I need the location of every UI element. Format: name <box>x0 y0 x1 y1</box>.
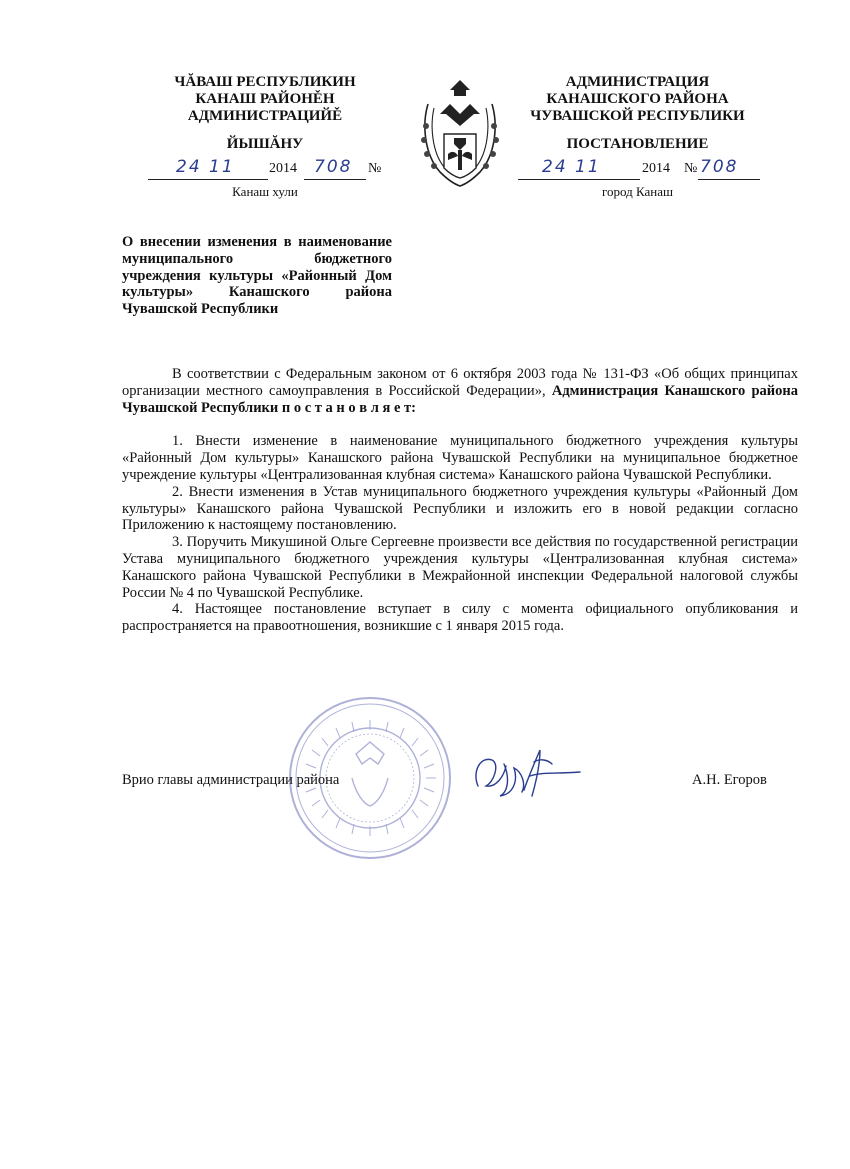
handwritten-signature <box>470 742 582 808</box>
header-left-line-1: ЧĂВАШ РЕСПУБЛИКИН <box>174 74 356 90</box>
header-left-number-handwritten: 708 <box>314 157 353 177</box>
coat-of-arms-emblem <box>414 74 506 190</box>
header-left-year: 2014 <box>269 161 297 176</box>
header-left-date-handwritten: 24 11 <box>176 157 235 177</box>
header-right-doc-kind: ПОСТАНОВЛЕНИЕ <box>566 136 709 152</box>
preamble <box>122 366 798 416</box>
header-right-number-handwritten: 708 <box>700 157 739 177</box>
header-left-organization <box>150 74 380 125</box>
header-right-line-1: АДМИНИСТРАЦИЯ <box>565 74 710 90</box>
header-left-line-3: АДМИНИСТРАЦИЙĚ <box>187 108 343 124</box>
header-right-line-3: ЧУВАШСКОЙ РЕСПУБЛИКИ <box>530 108 745 124</box>
header-right-date-line <box>518 157 763 181</box>
header-right-line-2: КАНАШСКОГО РАЙОНА <box>546 91 729 107</box>
header-right-date-handwritten: 24 11 <box>542 157 601 177</box>
item-2: 2. Внести изменения в Устав муниципального бюджетного учреждения культуры «Районный Дом культуры» Канашского района Чувашской Республики и изложить его в новой редакции согласно Приложению к настоящему постановлению. <box>122 483 798 534</box>
header-left-line-2: КАНАШ РАЙОНĚН <box>195 91 335 107</box>
document-body <box>122 366 798 635</box>
header-right-year: 2014 <box>642 161 670 176</box>
document-subject: О внесении изменения в наименование муниципального бюджетного учреждения культуры «Районный Дом культуры» Канашского района Чувашской Республики <box>122 234 392 318</box>
header-left-place: Канаш хули <box>232 184 298 199</box>
preamble-bold: Администрация Канашского района Чувашской Республики п о с т а н о в л я е т: <box>122 382 799 416</box>
signature-name: А.Н. Егоров <box>692 772 767 788</box>
item-3: 3. Поручить Микушиной Ольге Сергеевне произвести все действия по государственной регистрации Устава муниципального бюджетного учреждения культуры «Централизованная клубная система» Канашского района Чувашской Республики в Межрайонной инспекции Федеральной налоговой службы России № 4 по Чувашской Республике. <box>122 534 798 601</box>
header-right-place: город Канаш <box>601 184 673 199</box>
header-left-doc-kind: ЙЫШĂНУ <box>226 136 304 152</box>
header-right-organization <box>525 74 750 125</box>
item-1: 1. Внести изменение в наименование муниципального бюджетного учреждения культуры «Районный Дом культуры» Канашского района Чувашской Республики на муниципальное бюджетное учреждение культуры «Централизованная клубная система» Канашского района Чувашской Республики. <box>122 433 798 483</box>
header-left-date-line <box>148 157 388 181</box>
item-4: 4. Настоящее постановление вступает в силу с момента официального опубликования и распространяется на правоотношения, возникшие с 1 января 2015 года. <box>122 601 798 635</box>
header-right-number-sign: № <box>684 161 698 176</box>
header-left-number-sign: № <box>368 161 382 176</box>
preamble-text: В соответствии с Федеральным законом от 6 октября 2003 года № 131-ФЗ «Об общих принципах организации местного самоуправления в Российской Федерации», <box>122 366 798 399</box>
signature-position: Врио главы администрации района <box>122 772 340 788</box>
